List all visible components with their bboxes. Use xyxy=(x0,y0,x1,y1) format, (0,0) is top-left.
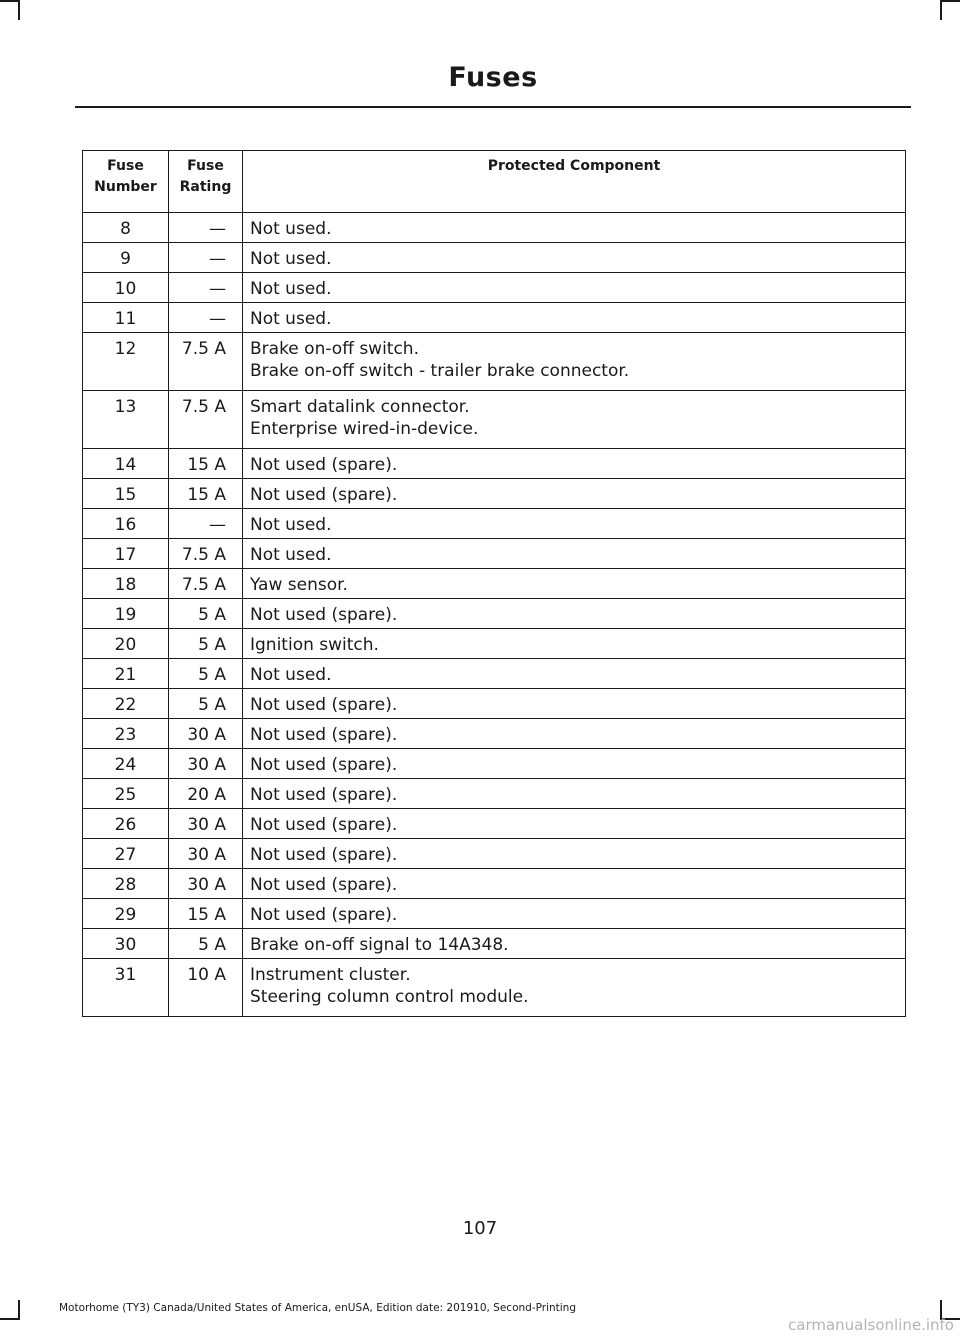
fuse-rating-cell: 5 A xyxy=(169,629,243,659)
footer-text: Motorhome (TY3) Canada/United States of America, enUSA, Edition date: 201910, Second-Printing xyxy=(59,1302,576,1314)
component-line: Not used (spare). xyxy=(250,845,398,865)
fuse-number-cell: 17 xyxy=(83,539,169,569)
table-row xyxy=(83,479,906,509)
table-row xyxy=(83,569,906,599)
fuse-number-cell: 23 xyxy=(83,719,169,749)
table-row xyxy=(83,809,906,839)
fuse-number-cell: 31 xyxy=(83,959,169,1017)
crop-mark-bottom-left xyxy=(18,1300,20,1320)
fuse-rating-cell: 7.5 A xyxy=(169,569,243,599)
component-line: Ignition switch. xyxy=(250,635,379,655)
table-row xyxy=(83,303,906,333)
table-row xyxy=(83,273,906,303)
fuse-rating-cell: 5 A xyxy=(169,689,243,719)
fuse-number-cell: 28 xyxy=(83,869,169,899)
protected-component-cell xyxy=(243,659,906,689)
protected-component-cell xyxy=(243,929,906,959)
fuse-rating-cell: 10 A xyxy=(169,959,243,1017)
header-protected-component: Protected Component xyxy=(243,151,906,213)
table-row xyxy=(83,839,906,869)
component-line: Not used (spare). xyxy=(250,785,398,805)
component-line: Not used (spare). xyxy=(250,455,398,475)
component-line: Not used. xyxy=(250,309,332,329)
fuse-rating-cell: 7.5 A xyxy=(169,333,243,391)
fuse-number-cell: 14 xyxy=(83,449,169,479)
component-line: Not used (spare). xyxy=(250,875,398,895)
protected-component-cell xyxy=(243,779,906,809)
protected-component-cell xyxy=(243,213,906,243)
fuse-rating-cell: — xyxy=(169,213,243,243)
fuse-number-cell: 26 xyxy=(83,809,169,839)
protected-component-cell xyxy=(243,273,906,303)
crop-mark-top-right xyxy=(942,0,960,2)
component-line: Not used. xyxy=(250,515,332,535)
fuse-number-cell: 20 xyxy=(83,629,169,659)
protected-component-cell xyxy=(243,569,906,599)
component-line: Not used (spare). xyxy=(250,485,398,505)
fuse-number-cell: 22 xyxy=(83,689,169,719)
fuse-rating-cell: — xyxy=(169,243,243,273)
fuse-rating-cell: — xyxy=(169,303,243,333)
fuse-number-cell: 18 xyxy=(83,569,169,599)
fuse-rating-cell: 30 A xyxy=(169,749,243,779)
table-row xyxy=(83,333,906,391)
protected-component-cell xyxy=(243,449,906,479)
header-fuse-number: Fuse Number xyxy=(83,151,169,213)
page-number: 107 xyxy=(462,1218,498,1239)
crop-mark-top-left xyxy=(18,0,20,20)
fuse-rating-cell: 30 A xyxy=(169,839,243,869)
table-row xyxy=(83,719,906,749)
table-row xyxy=(83,509,906,539)
fuse-number-cell: 27 xyxy=(83,839,169,869)
component-line: Not used. xyxy=(250,665,332,685)
table-row xyxy=(83,959,906,1017)
fuse-rating-cell: 5 A xyxy=(169,599,243,629)
protected-component-cell xyxy=(243,749,906,779)
table-row xyxy=(83,243,906,273)
protected-component-cell xyxy=(243,333,906,391)
protected-component-cell xyxy=(243,809,906,839)
crop-mark-top-left xyxy=(0,0,18,2)
table-row xyxy=(83,213,906,243)
protected-component-cell xyxy=(243,391,906,449)
table-row xyxy=(83,599,906,629)
fuse-number-cell: 9 xyxy=(83,243,169,273)
crop-mark-top-right xyxy=(940,0,942,20)
component-line: Not used (spare). xyxy=(250,695,398,715)
fuse-number-cell: 15 xyxy=(83,479,169,509)
fuse-rating-cell: 7.5 A xyxy=(169,539,243,569)
table-row xyxy=(83,449,906,479)
protected-component-cell xyxy=(243,899,906,929)
fuse-rating-cell: — xyxy=(169,273,243,303)
table-row xyxy=(83,869,906,899)
component-line: Not used (spare). xyxy=(250,755,398,775)
protected-component-cell xyxy=(243,599,906,629)
protected-component-cell xyxy=(243,509,906,539)
component-line: Not used. xyxy=(250,249,332,269)
fuse-number-cell: 25 xyxy=(83,779,169,809)
fuse-number-cell: 12 xyxy=(83,333,169,391)
fuse-rating-cell: 15 A xyxy=(169,899,243,929)
component-line: Smart datalink connector. xyxy=(250,397,470,417)
fuse-table-body xyxy=(83,213,906,1017)
fuse-rating-cell: 30 A xyxy=(169,719,243,749)
protected-component-cell xyxy=(243,303,906,333)
component-line: Steering column control module. xyxy=(250,987,529,1007)
protected-component-cell xyxy=(243,839,906,869)
table-row xyxy=(83,629,906,659)
table-header-row xyxy=(83,151,906,213)
table-row xyxy=(83,929,906,959)
component-line: Instrument cluster. xyxy=(250,965,411,985)
protected-component-cell xyxy=(243,869,906,899)
protected-component-cell xyxy=(243,959,906,1017)
watermark: carmanualsonline.info xyxy=(788,1316,954,1334)
protected-component-cell xyxy=(243,539,906,569)
fuse-number-cell: 21 xyxy=(83,659,169,689)
fuse-rating-cell: 30 A xyxy=(169,809,243,839)
component-line: Not used. xyxy=(250,219,332,239)
fuse-rating-cell: 5 A xyxy=(169,659,243,689)
fuse-number-cell: 13 xyxy=(83,391,169,449)
table-row xyxy=(83,749,906,779)
fuse-number-cell: 10 xyxy=(83,273,169,303)
fuse-rating-cell: 5 A xyxy=(169,929,243,959)
fuse-number-cell: 16 xyxy=(83,509,169,539)
page-title: Fuses xyxy=(448,62,538,93)
fuse-rating-cell: 30 A xyxy=(169,869,243,899)
fuse-number-cell: 29 xyxy=(83,899,169,929)
component-line: Not used. xyxy=(250,545,332,565)
header-fuse-rating: Fuse Rating xyxy=(169,151,243,213)
fuse-number-cell: 11 xyxy=(83,303,169,333)
crop-mark-bottom-left xyxy=(0,1318,18,1320)
component-line: Brake on-off switch. xyxy=(250,339,419,359)
table-row xyxy=(83,689,906,719)
fuse-number-cell: 24 xyxy=(83,749,169,779)
table-row xyxy=(83,899,906,929)
protected-component-cell xyxy=(243,719,906,749)
protected-component-cell xyxy=(243,629,906,659)
protected-component-cell xyxy=(243,243,906,273)
component-line: Not used. xyxy=(250,279,332,299)
title-rule xyxy=(75,106,911,108)
protected-component-cell xyxy=(243,479,906,509)
component-line: Yaw sensor. xyxy=(250,575,348,595)
fuse-number-cell: 30 xyxy=(83,929,169,959)
fuse-number-cell: 8 xyxy=(83,213,169,243)
component-line: Brake on-off switch - trailer brake connector. xyxy=(250,361,630,381)
component-line: Brake on-off signal to 14A348. xyxy=(250,935,509,955)
fuse-number-cell: 19 xyxy=(83,599,169,629)
component-line: Not used (spare). xyxy=(250,815,398,835)
component-line: Not used (spare). xyxy=(250,725,398,745)
protected-component-cell xyxy=(243,689,906,719)
table-row xyxy=(83,539,906,569)
component-line: Not used (spare). xyxy=(250,905,398,925)
fuse-rating-cell: 15 A xyxy=(169,449,243,479)
fuse-rating-cell: 7.5 A xyxy=(169,391,243,449)
fuse-rating-cell: 20 A xyxy=(169,779,243,809)
component-line: Enterprise wired-in-device. xyxy=(250,419,479,439)
fuse-rating-cell: — xyxy=(169,509,243,539)
fuse-rating-cell: 15 A xyxy=(169,479,243,509)
table-row xyxy=(83,779,906,809)
fuse-table xyxy=(82,150,906,1017)
component-line: Not used (spare). xyxy=(250,605,398,625)
table-row xyxy=(83,391,906,449)
table-row xyxy=(83,659,906,689)
